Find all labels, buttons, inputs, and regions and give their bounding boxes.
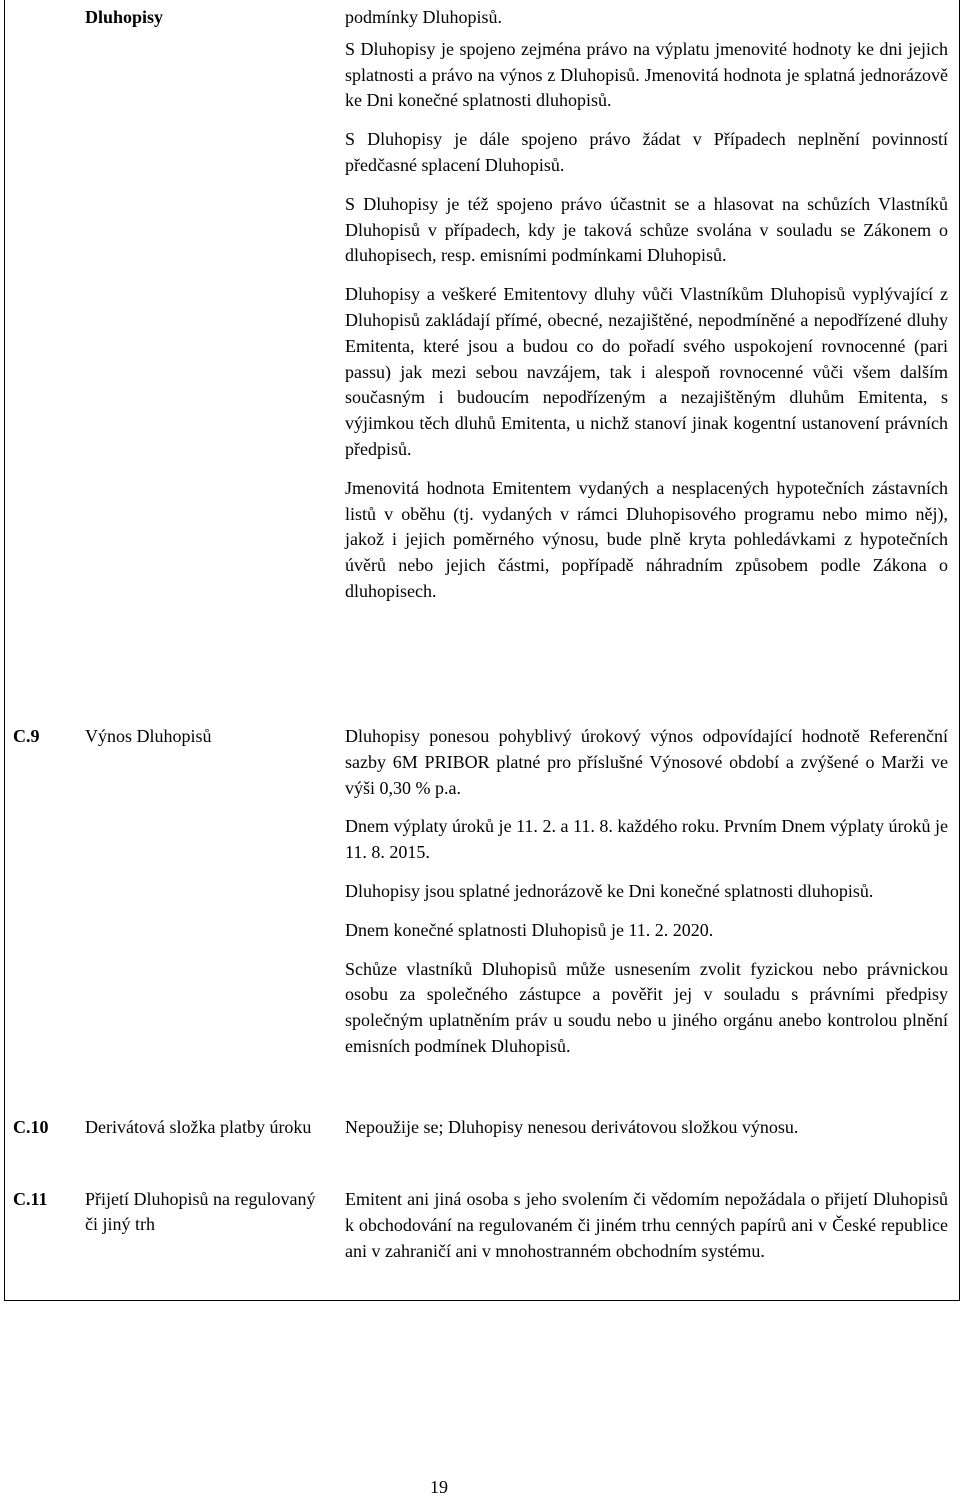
row-number: C.9 [13,726,40,746]
paragraph: Jmenovitá hodnota Emitentem vydaných a nesplacených hypotečních zástavních listů v oběhu (tj. vydaných v rámci Dluhopisového programu nebo mimo něj), jakož i jejich poměrného výnosu, bude plně kryta pohledávkami z hypotečních úvěrů nebo jejich částmi, popřípadě náhradním způsobem podle Zákona o dluhopisech. [345,477,948,601]
row-text [345,5,948,605]
paragraph: podmínky Dluhopisů. [345,7,503,27]
paragraph: S Dluhopisy je též spojeno právo účastnit se a hlasovat na schůzích Vlastníků Dluhopisů v případech, kdy je taková schůze svolána v souladu se Zákonem o dluhopisech, resp. emisními podmínkami Dluhopisů. [345,193,948,266]
paragraph: Nepoužije se; Dluhopisy nenesou derivátovou složkou výnosu. [345,1117,799,1137]
row-number: C.11 [13,1189,48,1209]
paragraph: Emitent ani jiná osoba s jeho svolením či vědomím nepožádala o přijetí Dluhopisů k obchodování na regulovaném či jiném trhu cenných papírů ani v České republice ani v zahraničí ani v mnohostranném obchodním systému. [345,1189,948,1261]
paragraph: Schůze vlastníků Dluhopisů může usnesením zvolit fyzickou nebo právnickou osobu za společného zástupce a pověřit jej v souladu s právními předpisy společným uplatněním práv u soudu nebo u jiného orgánu anebo kontrolou plnění emisních podmínek Dluhopisů. [345,958,948,1056]
summary-table [4,0,960,1301]
paragraph: Dnem výplaty úroků je 11. 2. a 11. 8. každého roku. Prvním Dnem výplaty úroků je 11. 8. 2015. [345,816,948,863]
row-label: Derivátová složka platby úroku [85,1117,312,1137]
paragraph: S Dluhopisy je dále spojeno právo žádat v Případech neplnění povinností předčasné splacení Dluhopisů. [345,129,948,175]
page-number: 19 [430,1477,448,1497]
paragraph: S Dluhopisy je spojeno zejména právo na výplatu jmenovité hodnoty ke dni jejich splatnosti a právo na výnos z Dluhopisů. Jmenovitá hodnota je splatná jednorázově ke Dni konečné splatnosti dluhopisů. [345,38,948,111]
paragraph: Dluhopisy ponesou pohyblivý úrokový výnos odpovídající hodnotě Referenční sazby 6M PRIBOR platné pro příslušné Výnosové období a zvýšené o Marži ve výši 0,30 % p.a. [345,726,948,798]
row-number: C.10 [13,1117,49,1137]
paragraph: Dnem konečné splatnosti Dluhopisů je 11. 2. 2020. [345,919,714,940]
row-text [345,1187,948,1264]
row-label: Přijetí Dluhopisů na regulovaný či jiný trh [85,1189,316,1234]
row-label: Výnos Dluhopisů [85,726,212,746]
row-text [345,724,948,1060]
row-text [345,1115,948,1141]
paragraph: Dluhopisy jsou splatné jednorázově ke Dni konečné splatnosti dluhopisů. [345,880,874,901]
paragraph: Dluhopisy a veškeré Emitentovy dluhy vůči Vlastníkům Dluhopisů vyplývající z Dluhopisů zakládají přímé, obecné, nezajištěné, nepodmíněné a nepodřízené dluhy Emitenta, které jsou a budou co do pořadí svého uspokojení rovnocenné (pari passu) jak mezi sebou navzájem, tak i alespoň rovnocenné vůči všem dalším současným i budoucím nepodřízeným a nezajištěným dluhům Emitenta, s výjimkou těch dluhů Emitenta, u nichž stanoví jinak kogentní ustanovení právních předpisů. [345,284,948,459]
row-label: Dluhopisy [85,7,164,27]
